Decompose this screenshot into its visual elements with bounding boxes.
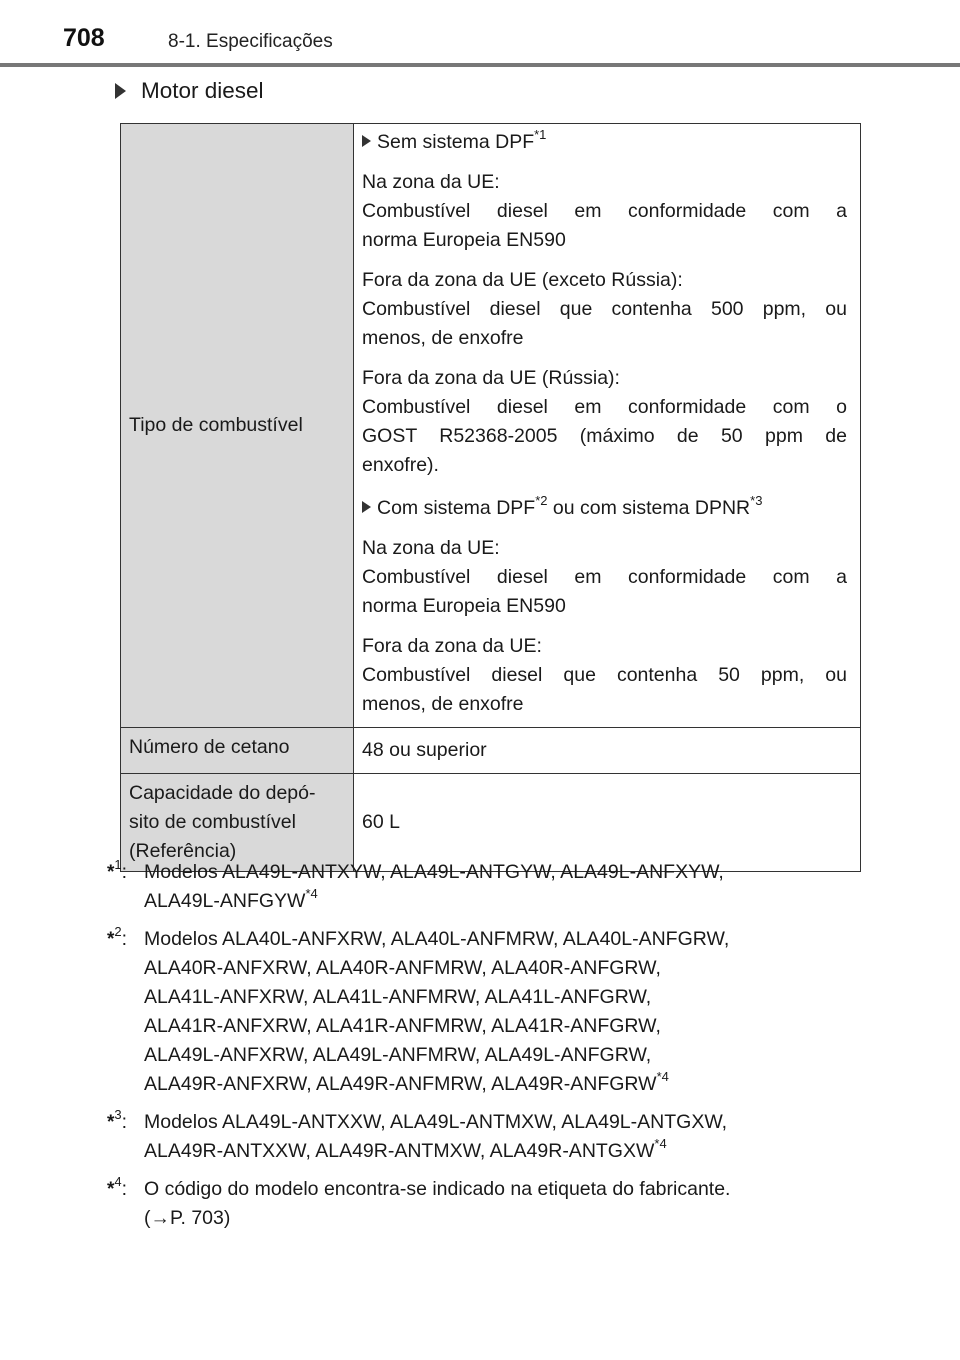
page-reference-link[interactable]: (→P. 703) [144,1207,231,1229]
text-line: Combustível diesel em conformidade com a [362,200,847,222]
footnote-ref: *2 [535,492,548,508]
tank-value: 60 L [354,774,861,872]
text-line: ALA49R-ANTXXW, ALA49R-ANTMXW, ALA49R-ANTGXW$^{*4}$ [144,1135,667,1162]
text-line: ALA49L-ANFXRW, ALA49L-ANFMRW, ALA49L-ANFGRW, [144,1044,652,1066]
text-line: Modelos ALA49L-ANTXYW, ALA49L-ANTGYW, ALA49L-ANFXYW, [144,861,724,883]
footnotes [107,858,827,1242]
text-line: Combustível diesel em conformidade com o [362,396,847,418]
group-without-dpf [362,128,847,480]
text-line: (Referência) [129,840,237,862]
text-line: sito de combustível [129,811,296,833]
page-number: 708 [63,24,105,52]
footnote [107,1175,827,1233]
text-line: menos, de enxofre [362,327,524,349]
paragraph [362,266,847,353]
group-title: Com sistema DPF$^{*2}$ ou com sistema DPNR$^{*3}$ [362,494,847,523]
footnote-ref: *3 [750,492,763,508]
text-line: Modelos ALA40L-ANFXRW, ALA40L-ANFMRW, ALA40L-ANFGRW, [144,928,730,950]
triangle-bullet-icon [362,135,371,147]
group-title: Sem sistema DPF$^{*1}$ [362,128,847,157]
table-row-fuel-type [121,124,861,728]
text-line: Capacidade do depó- [129,782,316,804]
text-line: Combustível diesel que contenha 50 ppm, ou [362,664,847,686]
text-line: menos, de enxofre [362,693,524,715]
text-line: GOST R52368-2005 (máximo de 50 ppm de [362,425,847,447]
footnote [107,1108,827,1166]
fuel-type-value [354,124,861,728]
paragraph [362,364,847,480]
footnote-marker: *$^1$: [107,856,128,883]
fuel-type-label: Tipo de combustível [121,124,354,728]
footnote-marker: *$^2$: [107,923,128,950]
tank-label [121,774,354,872]
page-header [0,0,960,70]
text-line: ALA41L-ANFXRW, ALA41L-ANFMRW, ALA41L-ANFGRW, [144,986,652,1008]
text-line: O código do modelo encontra-se indicado na etiqueta do fabricante. [144,1178,731,1200]
text-line: ALA49L-ANFGYW$^{*4}$ [144,885,318,912]
text-line: Modelos ALA49L-ANTXXW, ALA49L-ANTMXW, ALA49L-ANTGXW, [144,1111,728,1133]
footnote [107,858,827,916]
paragraph [362,168,847,255]
triangle-bullet-icon [362,501,371,513]
text-line: enxofre). [362,454,439,476]
text-line: norma Europeia EN590 [362,595,566,617]
text-line: Combustível diesel que contenha 500 ppm, ou [362,298,847,320]
paragraph [362,632,847,719]
text-line: Fora da zona da UE (Rússia): [362,367,620,389]
fuel-spec-table [120,123,861,872]
text-line: Fora da zona da UE (exceto Rússia): [362,269,683,291]
text-line: ALA40R-ANFXRW, ALA40R-ANFMRW, ALA40R-ANFGRW, [144,957,661,979]
heading-text: Motor diesel [141,78,264,103]
cetane-value: 48 ou superior [354,728,861,774]
footnote [107,925,827,1099]
text-line: ALA49R-ANFXRW, ALA49R-ANFMRW, ALA49R-ANFGRW$^{*4}$ [144,1068,669,1095]
group-with-dpf-dpnr [362,494,847,719]
section-heading [115,78,264,104]
text-line: ALA41R-ANFXRW, ALA41R-ANFMRW, ALA41R-ANFGRW, [144,1015,661,1037]
table-row-tank [121,774,861,872]
header-divider [0,63,960,67]
text-line: Na zona da UE: [362,537,500,559]
paragraph [362,534,847,621]
footnote-marker: *$^3$: [107,1106,128,1133]
text-line: Na zona da UE: [362,171,500,193]
footnote-ref: *1 [534,126,547,142]
cetane-label: Número de cetano [121,728,354,774]
table-row-cetane [121,728,861,774]
text-line: Combustível diesel em conformidade com a [362,566,847,588]
triangle-bullet-icon [115,83,126,99]
footnote-marker: *$^4$: [107,1173,128,1200]
text-line: Fora da zona da UE: [362,635,542,657]
text-line: norma Europeia EN590 [362,229,566,251]
section-title: 8-1. Especificações [168,31,333,52]
